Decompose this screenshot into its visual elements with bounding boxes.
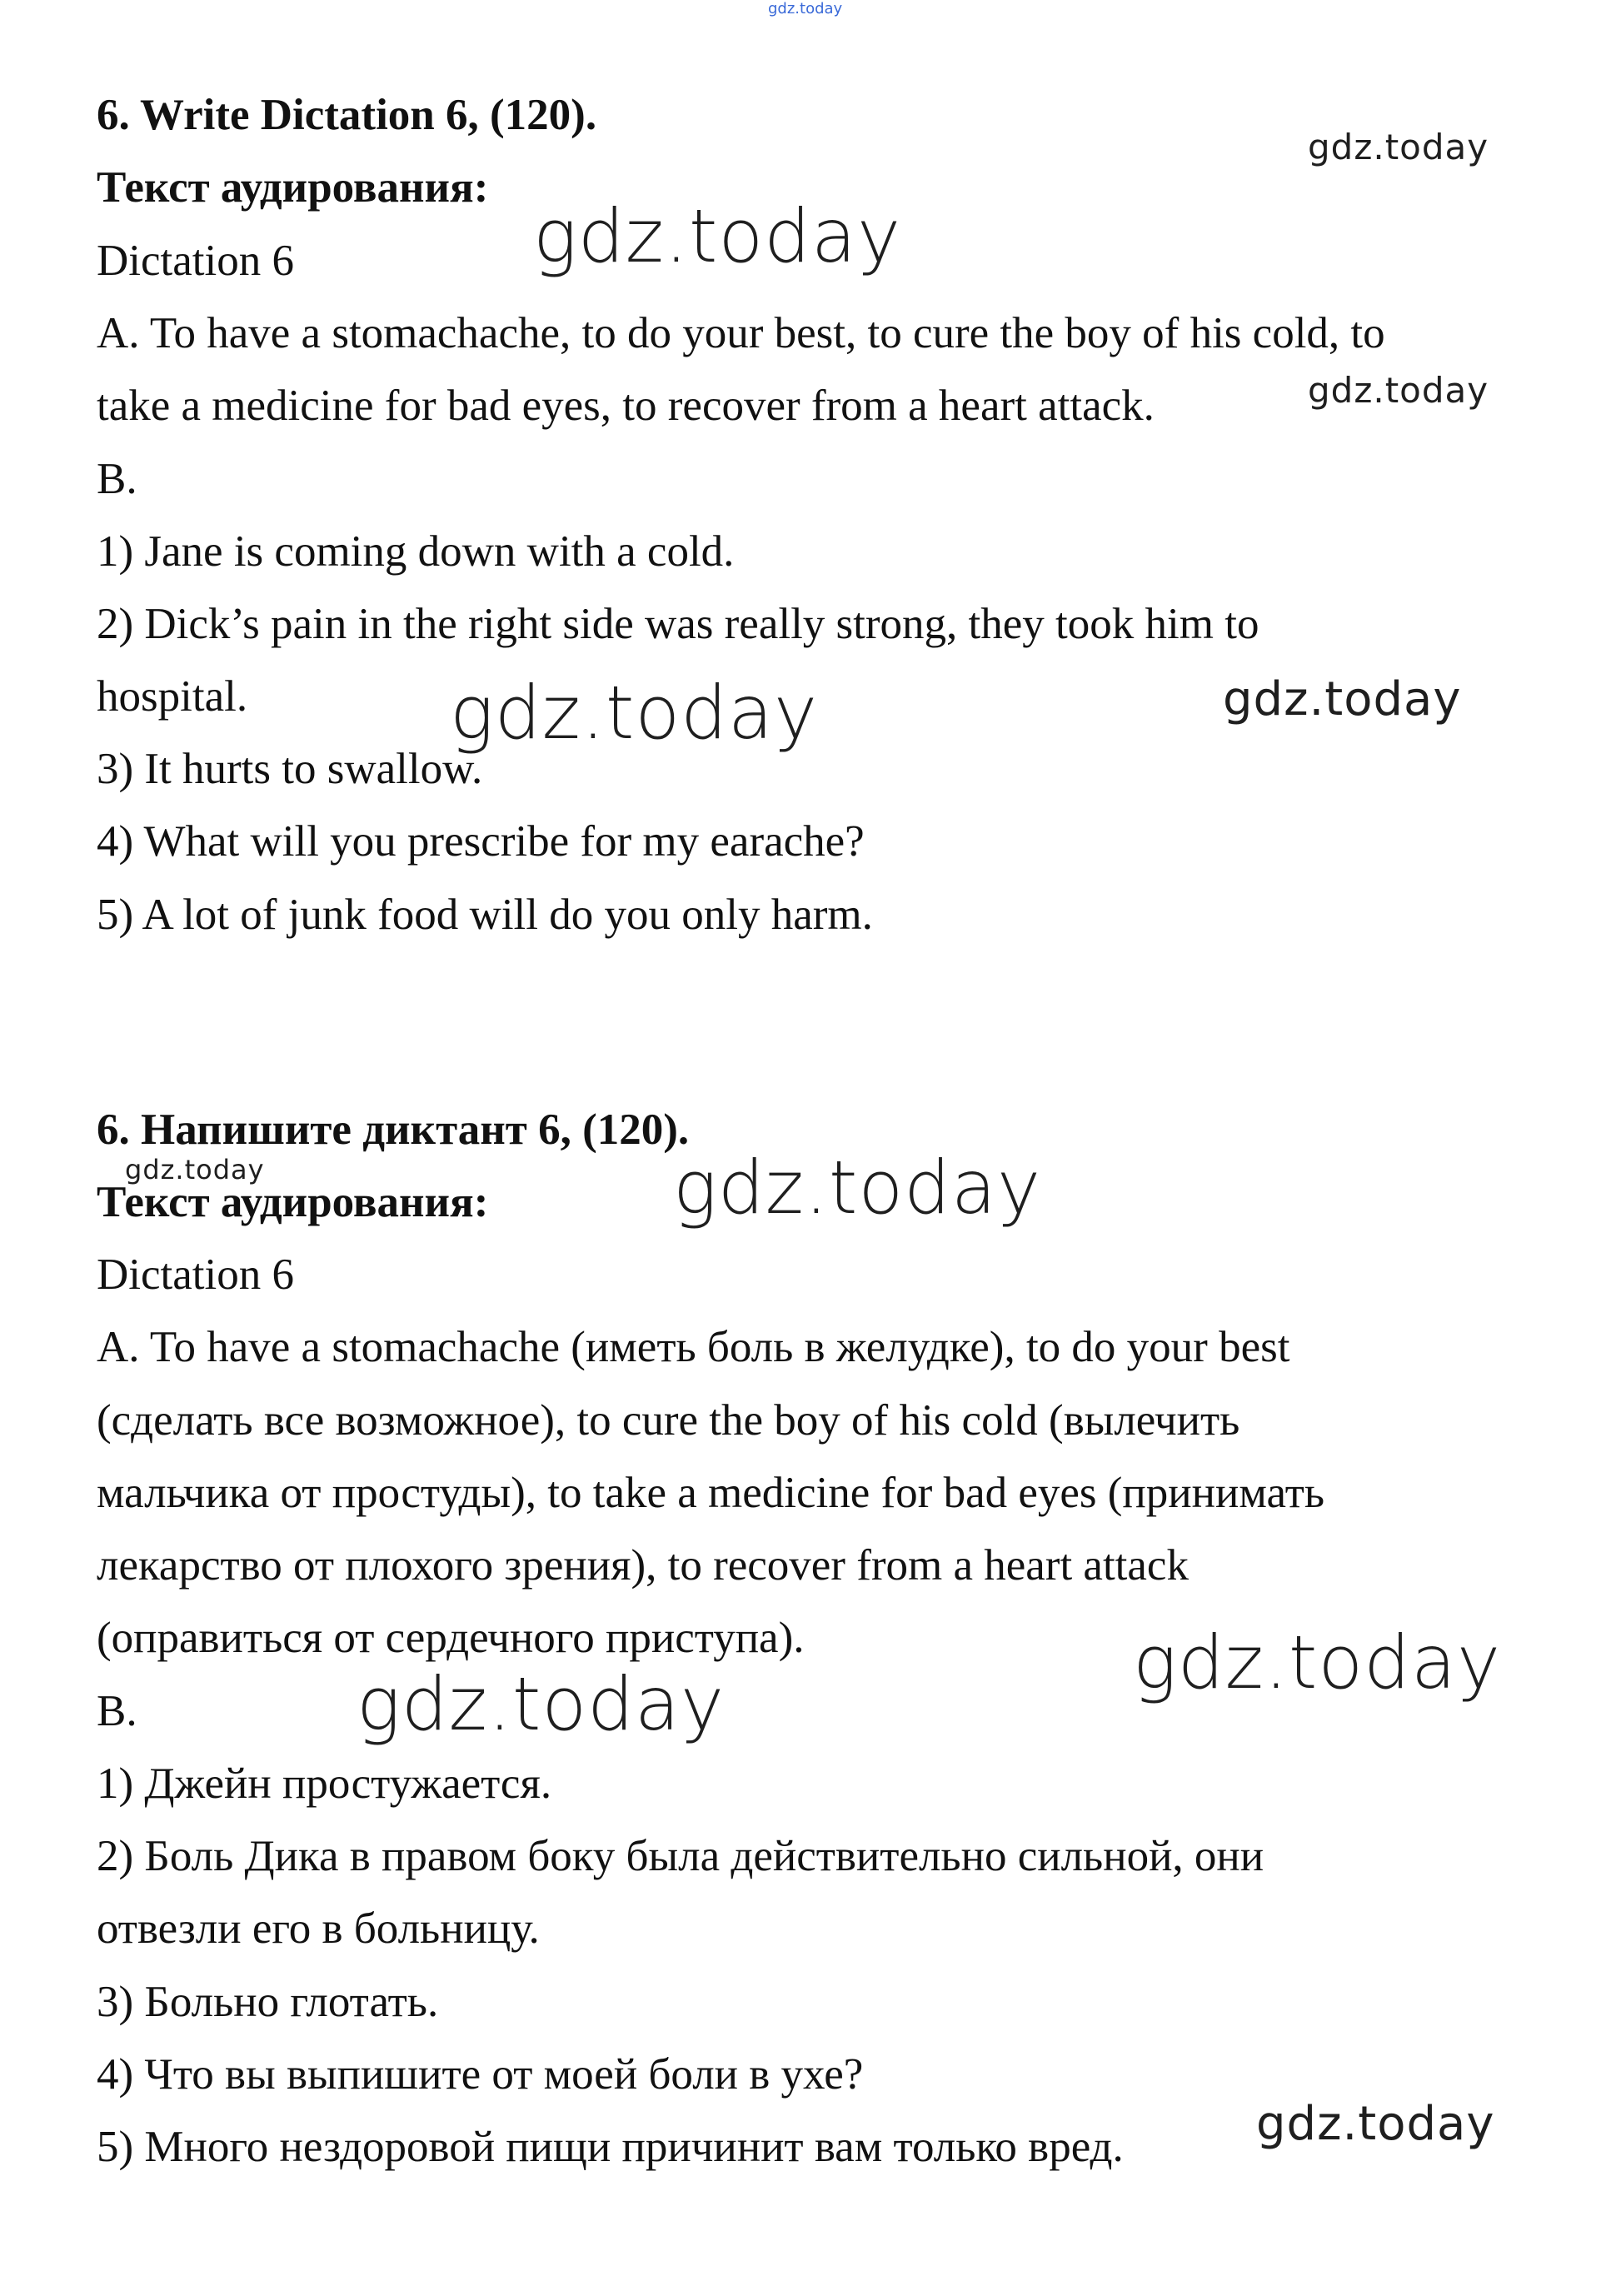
english-list-item: 3) It hurts to swallow. (97, 745, 483, 793)
russian-list-item: 2) Боль Дика в правом боку была действительно сильной, они (97, 1832, 1264, 1880)
russian-list-item: 5) Много нездоровой пищи причинит вам только вред. (97, 2123, 1124, 2171)
watermark: gdz.today (1308, 127, 1489, 167)
watermark: gdz.today (1133, 1620, 1502, 1705)
russian-list-item: 4) Что вы выпишите от моей боли в ухе? (97, 2050, 864, 2099)
watermark: gdz.today (125, 1154, 265, 1185)
russian-list-item: 1) Джейн простужается. (97, 1759, 552, 1808)
russian-subheading: Текст аудирования: (97, 1178, 489, 1226)
watermark: gdz.today (450, 670, 819, 756)
watermark: gdz.today (673, 1145, 1042, 1230)
watermark: gdz.today (1256, 2097, 1495, 2151)
russian-section-b-label: B. (97, 1687, 137, 1735)
watermark: gdz.today (357, 1661, 726, 1747)
russian-list-item: 3) Больно глотать. (97, 1978, 439, 2026)
english-subheading: Текст аудирования: (97, 163, 489, 212)
russian-section-a-line: A. To have a stomachache (иметь боль в желудке), to do your best (97, 1323, 1290, 1371)
english-heading: 6. Write Dictation 6, (120). (97, 91, 597, 139)
english-section-a-line: A. To have a stomachache, to do your best, to cure the boy of his cold, to (97, 309, 1385, 357)
russian-heading: 6. Напишите диктант 6, (120). (97, 1106, 690, 1154)
russian-dictation-title: Dictation 6 (97, 1250, 294, 1299)
english-list-item: hospital. (97, 672, 248, 721)
english-list-item: 4) What will you prescribe for my earache? (97, 817, 865, 866)
english-section-a-line: take a medicine for bad eyes, to recover from a heart attack. (97, 382, 1155, 430)
watermark: gdz.today (768, 0, 843, 17)
watermark: gdz.today (1308, 370, 1489, 411)
english-dictation-title: Dictation 6 (97, 237, 294, 285)
english-list-item: 2) Dick’s pain in the right side was really strong, they took him to (97, 600, 1259, 648)
english-section-b-label: B. (97, 455, 137, 503)
russian-list-item: отвезли его в больницу. (97, 1904, 540, 1953)
english-list-item: 5) A lot of junk food will do you only harm. (97, 891, 873, 939)
english-list-item: 1) Jane is coming down with a cold. (97, 527, 735, 576)
watermark: gdz.today (533, 193, 902, 279)
russian-section-a-line: (оправиться от сердечного приступа). (97, 1614, 805, 1662)
russian-section-a-line: лекарство от плохого зрения), to recover from a heart attack (97, 1541, 1189, 1590)
russian-section-a-line: (сделать все возможное), to cure the boy of his cold (вылечить (97, 1396, 1240, 1445)
watermark: gdz.today (1223, 672, 1462, 726)
russian-section-a-line: мальчика от простуды), to take a medicine for bad eyes (принимать (97, 1469, 1325, 1517)
